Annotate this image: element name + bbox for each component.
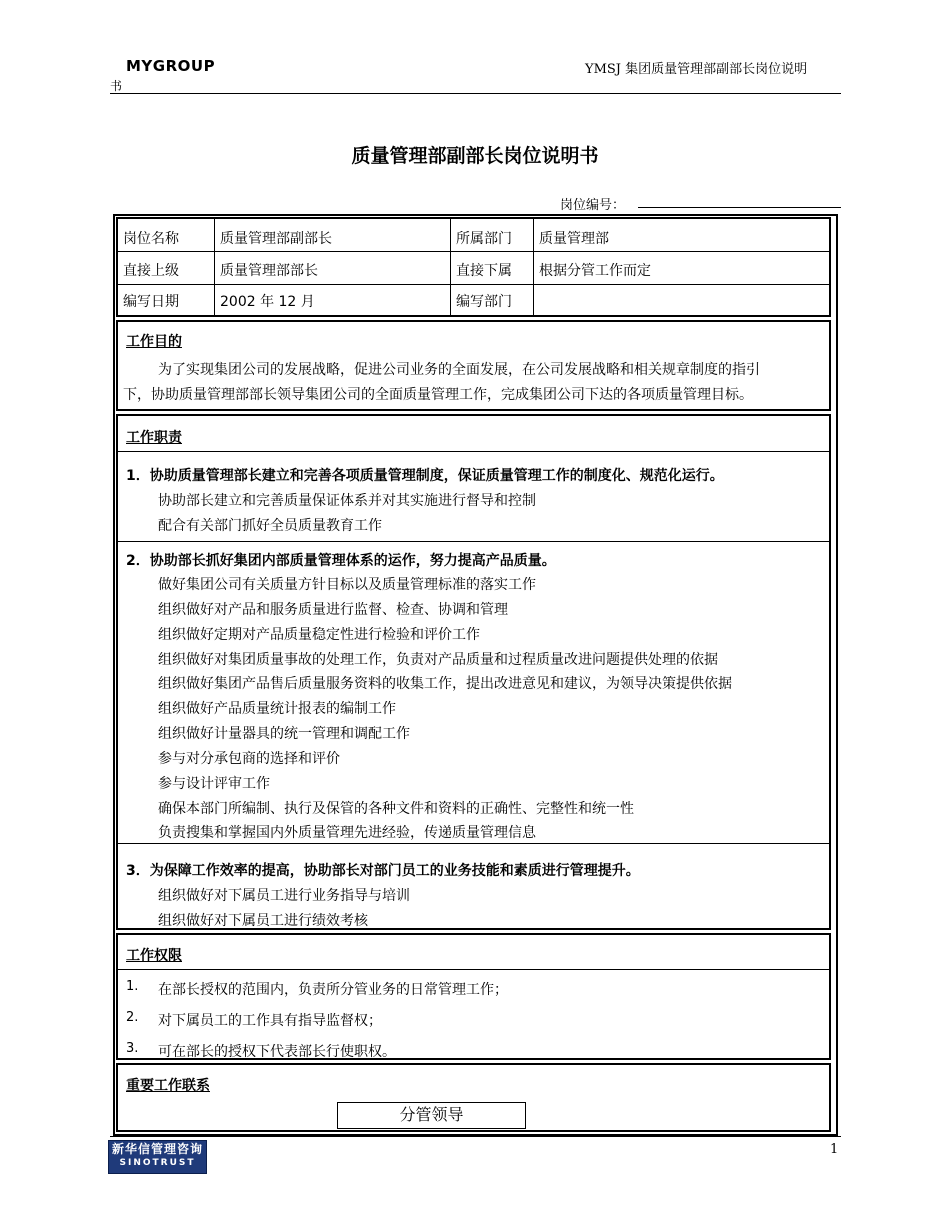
info-value: 根据分管工作而定 xyxy=(539,263,651,279)
info-row-divider xyxy=(116,284,831,285)
info-label: 直接上级 xyxy=(123,263,179,279)
item-number: 1. xyxy=(126,979,139,994)
duties-divider xyxy=(116,541,831,542)
brand-name: MYGROUP xyxy=(126,57,216,75)
relations-title: 重要工作联系 xyxy=(126,1078,210,1094)
info-value: 2002 年 12 月 xyxy=(220,294,315,310)
header-rule xyxy=(110,93,841,94)
purpose-line-2: 下，协助质量管理部部长领导集团公司的全面质量管理工作，完成集团公司下达的各项质量管理目标。 xyxy=(123,387,753,403)
duties-divider xyxy=(116,451,831,452)
footer-rule xyxy=(110,1136,841,1137)
duties-title: 工作职责 xyxy=(126,430,182,446)
item-number: 2. xyxy=(126,1010,139,1025)
info-label: 编写部门 xyxy=(456,294,512,310)
info-col-divider xyxy=(214,217,215,317)
info-label: 岗位名称 xyxy=(123,231,179,247)
info-value: 质量管理部 xyxy=(539,231,609,247)
info-value: 质量管理部部长 xyxy=(220,263,318,279)
header-doc-title: YMSJ 集团质量管理部副部长岗位说明 xyxy=(585,62,808,77)
info-value: 质量管理部副部长 xyxy=(220,231,332,247)
sinotrust-logo: 新华信管理咨询 SINOTRUST xyxy=(108,1140,207,1174)
duty-group-heading: 3．为保障工作效率的提高，协助部长对部门员工的业务技能和素质进行管理提升。 xyxy=(126,863,640,879)
duty-group-heading: 1．协助质量管理部长建立和完善各项质量管理制度，保证质量管理工作的制度化、规范化运行。 xyxy=(126,468,724,484)
supervising-leader-box: 分管领导 xyxy=(337,1102,526,1129)
info-col-divider xyxy=(450,217,451,317)
post-number-label: 岗位编号： xyxy=(560,198,626,213)
page-title: 质量管理部副部长岗位说明书 xyxy=(351,145,599,167)
authority-divider xyxy=(116,969,831,970)
item-number: 3. xyxy=(126,1041,139,1056)
purpose-line-1: 为了实现集团公司的发展战略，促进公司业务的全面发展，在公司发展战略和相关规章制度的指引 xyxy=(158,362,760,378)
purpose-title: 工作目的 xyxy=(126,334,182,350)
info-row-divider xyxy=(116,251,831,252)
info-label: 所属部门 xyxy=(456,231,512,247)
info-col-divider xyxy=(533,217,534,317)
duties-divider xyxy=(116,843,831,844)
post-number-blank xyxy=(638,207,841,208)
header-doc-title-wrap: 书 xyxy=(110,79,123,93)
info-label: 直接下属 xyxy=(456,263,512,279)
authority-title: 工作权限 xyxy=(126,948,182,964)
duty-group-heading: 2．协助部长抓好集团内部质量管理体系的运作，努力提高产品质量。 xyxy=(126,553,556,569)
page-number: 1 xyxy=(830,1142,839,1157)
info-label: 编写日期 xyxy=(123,294,179,310)
